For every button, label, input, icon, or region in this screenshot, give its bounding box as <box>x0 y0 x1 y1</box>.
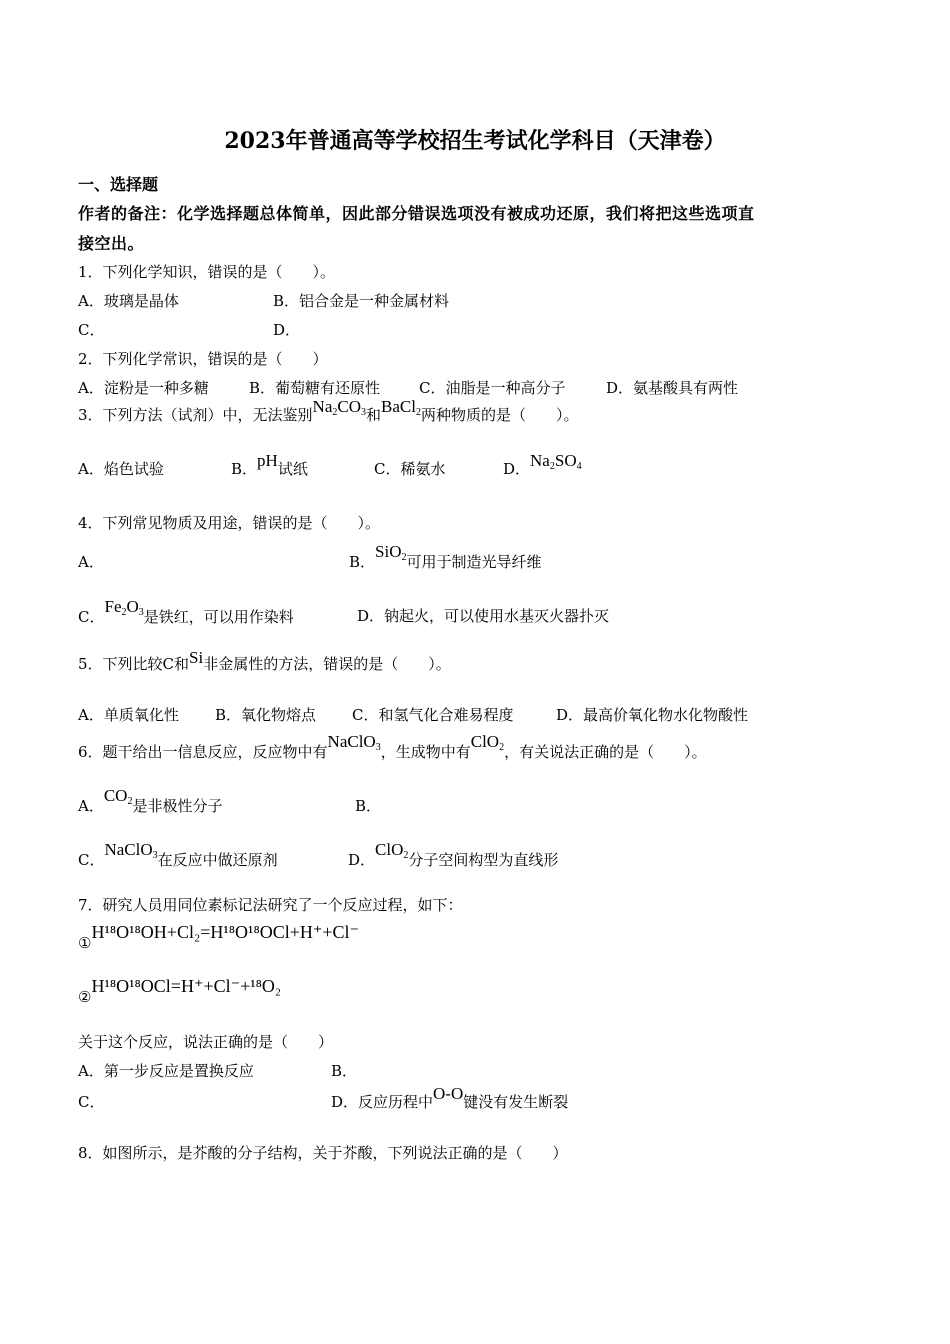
q7-reaction-1: ①H¹⁸O¹⁸OH+Cl₂=H¹⁸O¹⁸OCl+H⁺+Cl⁻ <box>78 922 360 952</box>
author-note-line2: 接空出。 <box>78 234 145 253</box>
q1-option-c: C． <box>78 321 105 339</box>
q2-stem: 2．下列化学常识，错误的是（ ） <box>78 350 328 368</box>
q4-stem: 4．下列常见物质及用途，错误的是（ ）。 <box>78 514 381 532</box>
formula-na2co3: $Na_2CO_3$ <box>312 397 366 418</box>
q3-stem: 3．下列方法（试剂）中，无法鉴别$Na_2CO_3$和BaCl$_2$两种物质的是（ ）。 <box>78 397 579 424</box>
q3-option-c: C．稀氨水 <box>374 460 446 478</box>
q7-option-b: B． <box>331 1062 358 1080</box>
formula-bacl2: BaCl$_2$ <box>381 397 421 418</box>
q6-option-a: A．$CO_2$是非极性分子 <box>78 786 223 815</box>
page-title: 2023年普通高等学校招生考试化学科目（天津卷） <box>224 128 726 154</box>
q8-stem: 8．如图所示，是芥酸的分子结构，关于芥酸，下列说法正确的是（ ） <box>78 1144 568 1162</box>
q5-option-d: D．最高价氧化物水化物酸性 <box>556 706 749 724</box>
q2-option-c: C．油脂是一种高分子 <box>419 379 566 397</box>
q6-stem: 6．题干给出一信息反应，反应物中有NaClO$_3$，生成物中有ClO$_2$，有关说法正确的是（ ）。 <box>78 732 707 761</box>
q7-option-c: C． <box>78 1093 105 1111</box>
q3-option-d: D．$Na_2SO_4$ <box>503 451 582 478</box>
q2-option-b: B．葡萄糖有还原性 <box>249 379 381 397</box>
q1-option-b: B．铝合金是一种金属材料 <box>273 292 450 310</box>
q6-option-b: B． <box>355 797 382 815</box>
q1-option-d: D． <box>273 321 301 339</box>
q5-stem: 5．下列比较C和Si非金属性的方法，错误的是（ ）。 <box>78 648 451 673</box>
q5-option-c: C．和氢气化合难易程度 <box>352 706 514 724</box>
q2-option-a: A．淀粉是一种多糖 <box>78 379 209 397</box>
q5-option-b: B．氧化物熔点 <box>215 706 317 724</box>
q3-option-b: B．pH试纸 <box>231 451 308 478</box>
q4-option-d: D．钠起火，可以使用水基灭火器扑灭 <box>357 607 610 625</box>
q7-reaction-2: ②H¹⁸O¹⁸OCl=H⁺+Cl⁻+¹⁸O₂ <box>78 976 282 1006</box>
q6-option-d: D．ClO$_2$分子空间构型为直线形 <box>348 840 559 869</box>
author-note-line1: 作者的备注：化学选择题总体简单，因此部分错误选项没有被成功还原，我们将把这些选项直 <box>78 204 755 223</box>
q7-ask: 关于这个反应，说法正确的是（ ） <box>78 1033 334 1051</box>
q1-stem: 1．下列化学知识，错误的是（ ）。 <box>78 263 336 281</box>
q4-option-a: A． <box>78 553 104 571</box>
q7-option-a: A．第一步反应是置换反应 <box>78 1062 254 1080</box>
q7-stem: 7．研究人员用同位素标记法研究了一个反应过程，如下： <box>78 896 463 914</box>
q5-option-a: A．单质氧化性 <box>78 706 179 724</box>
q3-option-a: A．焰色试验 <box>78 460 164 478</box>
section-heading: 一、选择题 <box>78 175 159 194</box>
q2-option-d: D．氨基酸具有两性 <box>606 379 739 397</box>
q4-option-c: C．$Fe_2O_3$是铁红，可以用作染料 <box>78 597 294 626</box>
q6-option-c: C．NaClO$_3$在反应中做还原剂 <box>78 840 278 869</box>
q7-option-d: D．反应历程中O-O键没有发生断裂 <box>331 1084 569 1111</box>
q4-option-b: B．SiO$_2$可用于制造光导纤维 <box>349 542 542 571</box>
q1-option-a: A．玻璃是晶体 <box>78 292 179 310</box>
